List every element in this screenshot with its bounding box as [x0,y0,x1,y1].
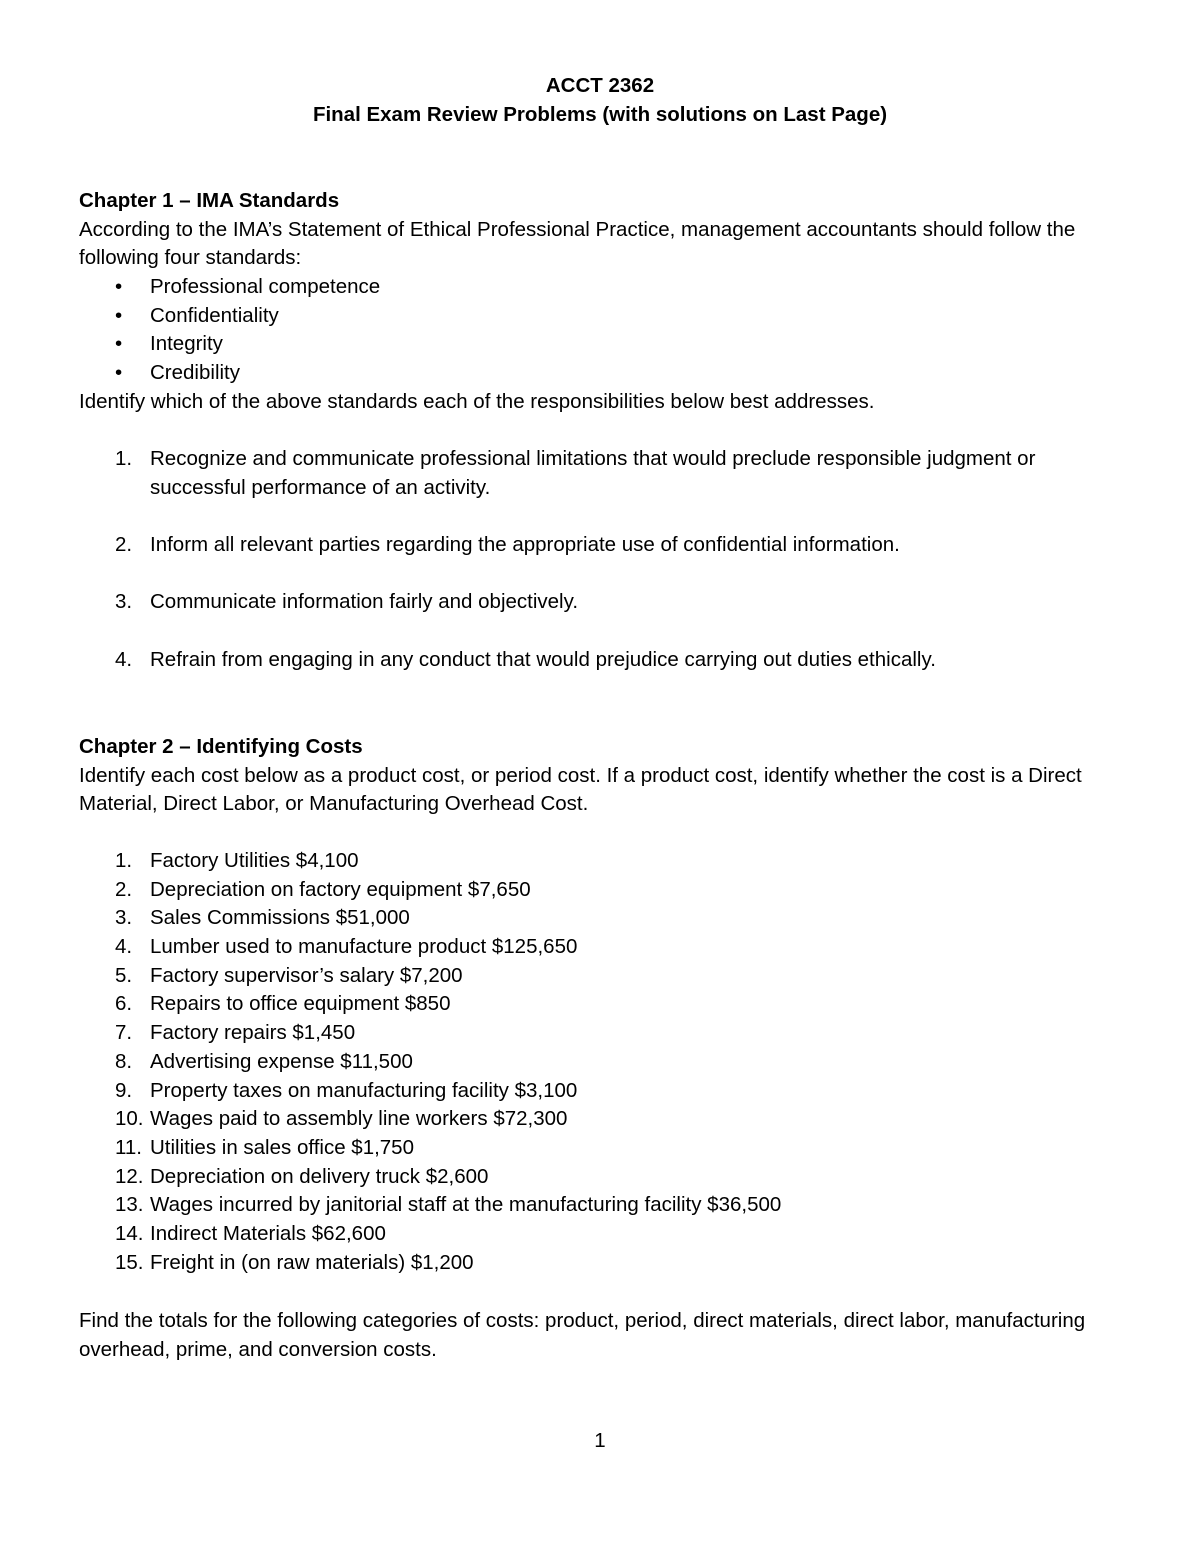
list-item: 4. Lumber used to manufacture product $125,650 [115,935,578,959]
list-item: 1. Factory Utilities $4,100 [115,849,359,872]
bullet-icon: • [115,303,123,327]
list-item: 5. Factory supervisor’s salary $7,200 [115,963,463,987]
list-item: • Integrity [79,330,1119,359]
list-item: • Confidentiality [79,302,1119,331]
bullet-icon: • [115,332,123,356]
chapter1-heading: Chapter 1 – IMA Standards [79,189,340,212]
standards-list [79,273,1119,388]
course-title: ACCT 2362 [545,74,655,97]
list-item: 3. Communicate information fairly and objectively. [115,590,579,614]
bullet-icon: • [115,361,123,385]
list-item: 3. Sales Commissions $51,000 [115,906,410,930]
page-number: 1 [594,1429,606,1452]
chapter2-intro: Identify each cost below as a product cost, or period cost. If a product cost, identify whether the cost is a Direct Material, Direct Labor, or Manufacturing Overhead Cost. [79,763,1082,816]
chapter1-instruction: Identify which of the above standards each of the responsibilities below best addresses. [79,389,875,413]
chapter2-closing: Find the totals for the following categories of costs: product, period, direct materials, direct labor, manufacturing overhead, prime, and conversion costs. [79,1309,1086,1361]
list-item: 4. Refrain from engaging in any conduct that would prejudice carrying out duties ethically. [115,647,936,671]
list-item: • Credibility [79,359,1119,388]
responsibilities-section [79,445,1119,703]
bullet-icon: • [115,275,123,299]
list-item: 2. Depreciation on factory equipment $7,650 [115,877,531,901]
document-subtitle: Final Exam Review Problems (with solutions on Last Page) [312,103,888,126]
chapter2-closing-section [79,1307,1119,1364]
list-item: 1. Recognize and communicate professional limitations that would preclude responsible judgment or successful performance of an activity. [115,447,1036,499]
responsibilities-list [79,445,1119,675]
list-item: 9. Property taxes on manufacturing facility $3,100 [115,1078,578,1102]
list-item: 14. Indirect Materials $62,600 [115,1221,386,1245]
list-item: 10. Wages paid to assembly line workers $72,300 [115,1107,568,1131]
costs-list [79,847,1119,1277]
costs-section [79,847,1119,1277]
chapter1-intro: According to the IMA’s Statement of Ethical Professional Practice, management accountants should follow the following four standards: [79,217,1076,270]
list-item: 2. Inform all relevant parties regarding the appropriate use of confidential information. [115,533,900,557]
list-item: 6. Repairs to office equipment $850 [115,992,451,1016]
list-item: • Professional competence [79,273,1119,302]
list-item: 15. Freight in (on raw materials) $1,200 [115,1250,474,1274]
list-item: 13. Wages incurred by janitorial staff at the manufacturing facility $36,500 [115,1193,782,1217]
list-item: 7. Factory repairs $1,450 [115,1021,356,1045]
list-item: 11. Utilities in sales office $1,750 [115,1135,414,1159]
list-item: 8. Advertising expense $11,500 [115,1049,413,1073]
chapter2-section [79,733,1119,819]
list-item: 12. Depreciation on delivery truck $2,600 [115,1164,489,1188]
chapter2-heading: Chapter 2 – Identifying Costs [79,735,363,758]
chapter1-section [79,187,1119,417]
